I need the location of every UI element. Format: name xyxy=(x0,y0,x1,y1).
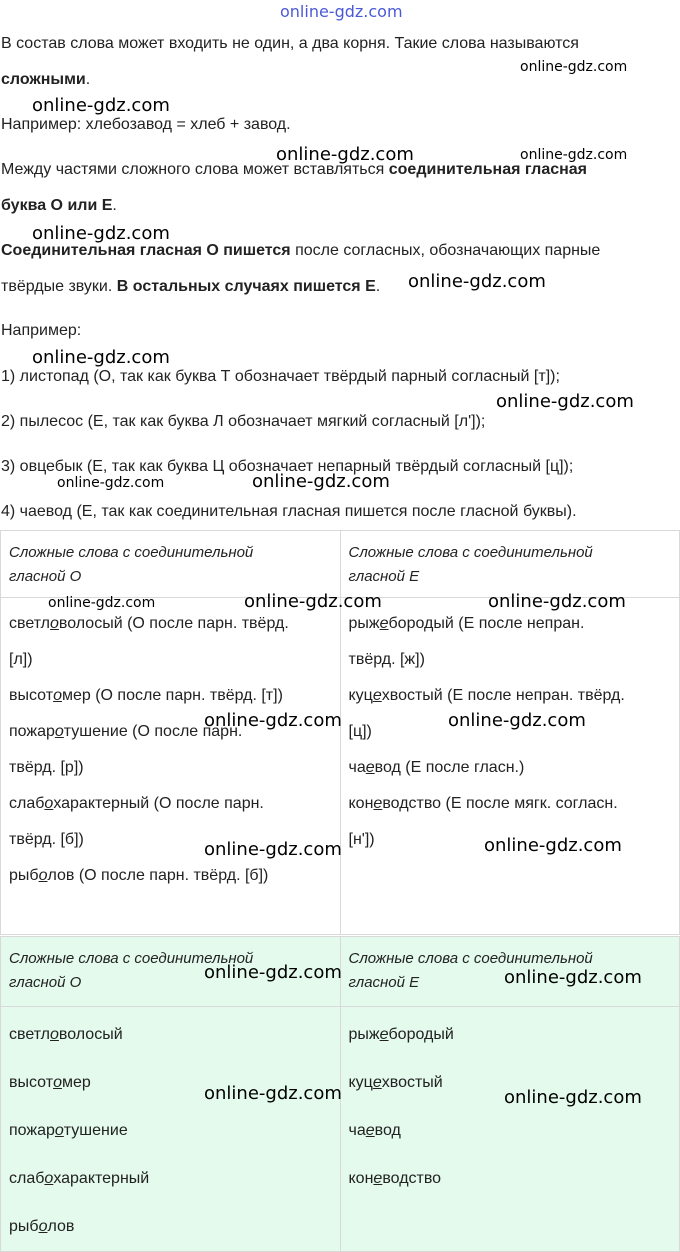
examples-title: Например: xyxy=(1,322,82,339)
watermark: online-gdz.com xyxy=(488,591,626,612)
term-bold: соединительная гласная xyxy=(388,161,588,178)
word-part: волосый xyxy=(58,1026,123,1043)
word-note: твёрд. [р]) xyxy=(9,759,84,776)
punct: . xyxy=(85,71,91,88)
word-part: характерный xyxy=(53,1170,150,1187)
watermark: online-gdz.com xyxy=(204,1083,342,1104)
rule-line xyxy=(1,277,380,297)
col-header-o xyxy=(1,531,341,598)
watermark: online-gdz.com xyxy=(496,391,634,412)
header-line: гласной Е xyxy=(348,974,420,991)
word-part: мер (О после парн. твёрд. [т]) xyxy=(61,687,283,704)
word-entry xyxy=(9,1107,332,1155)
example-item: 4) чаевод (Е, так как соединительная гласная пишется после гласной буквы). xyxy=(1,503,577,520)
word-entry xyxy=(9,1155,332,1203)
watermark: online-gdz.com xyxy=(408,271,546,292)
word-entry xyxy=(9,1203,332,1251)
col-header-e xyxy=(340,531,680,598)
cell-words-o xyxy=(1,1007,341,1252)
word-part: пожар xyxy=(9,723,55,740)
connecting-vowel: о xyxy=(54,1122,64,1139)
connecting-vowel: е xyxy=(365,759,375,776)
text: твёрдые звуки. xyxy=(1,278,117,295)
word-part: кон xyxy=(348,795,374,812)
word-part: тушение (О после парн. xyxy=(63,723,243,740)
word-note: твёрд. [ж]) xyxy=(348,651,425,668)
rule-bold: В остальных случаях пишется Е xyxy=(116,278,376,295)
punct: . xyxy=(375,278,381,295)
connecting-vowel: о xyxy=(53,687,62,704)
word-entry xyxy=(9,606,332,678)
word-part: куц xyxy=(348,1074,373,1091)
header-line: Сложные слова с соединительной xyxy=(348,950,593,967)
watermark: online-gdz.com xyxy=(280,2,403,21)
word-entry xyxy=(349,1107,672,1155)
word-part: вод xyxy=(374,1122,401,1139)
watermark: online-gdz.com xyxy=(504,1087,642,1108)
word-part: куц xyxy=(348,687,373,704)
example-item: 3) овцебык (Е, так как буква Ц обозначает непарный твёрдый согласный [ц]); xyxy=(1,458,574,475)
word-part: рыж xyxy=(348,1026,380,1043)
intro-line: В состав слова может входить не один, а два корня. Такие слова называются xyxy=(1,35,579,52)
intro-line xyxy=(1,70,90,90)
word-part: тушение xyxy=(63,1122,128,1139)
connecting-vowel: о xyxy=(50,1026,59,1043)
word-part: ча xyxy=(348,759,366,776)
header-line: Сложные слова с соединительной xyxy=(348,544,593,561)
connecting-vowel: е xyxy=(379,615,389,632)
header-line: Сложные слова с соединительной xyxy=(9,544,254,561)
connecting-vowel: о xyxy=(38,1218,48,1235)
word-note: твёрд. [б]) xyxy=(9,831,84,848)
watermark: online-gdz.com xyxy=(252,471,390,492)
punct: . xyxy=(112,197,117,214)
header-line: гласной Е xyxy=(348,568,420,585)
word-note: [н']) xyxy=(348,831,375,848)
connecting-vowel: е xyxy=(365,1122,375,1139)
connecting-vowel: е xyxy=(372,1074,382,1091)
word-part: ча xyxy=(348,1122,366,1139)
word-entry xyxy=(349,1155,672,1203)
word-part: лов (О после парн. твёрд. [б]) xyxy=(47,867,269,884)
word-note: [ц]) xyxy=(348,723,372,740)
watermark: online-gdz.com xyxy=(204,962,342,983)
connecting-vowel: е xyxy=(372,687,382,704)
word-part: волосый (О после парн. твёрд. xyxy=(58,615,289,632)
watermark: online-gdz.com xyxy=(32,223,170,244)
cell-words-e xyxy=(340,598,680,935)
watermark: online-gdz.com xyxy=(204,839,342,860)
rule-bold: Соединительная гласная О пишется xyxy=(1,242,291,259)
word-part: бородый xyxy=(388,1026,454,1043)
word-part: пожар xyxy=(9,1122,55,1139)
word-part: высот xyxy=(9,687,54,704)
watermark: online-gdz.com xyxy=(520,59,628,75)
header-line: гласной О xyxy=(9,568,82,585)
connecting-vowel: е xyxy=(379,1026,389,1043)
connecting-vowel: о xyxy=(54,723,64,740)
example-item: 1) листопад (О, так как буква Т обозначает твёрдый парный согласный [т]); xyxy=(1,368,560,385)
watermark: online-gdz.com xyxy=(484,835,622,856)
word-entry xyxy=(349,606,672,678)
word-part: светл xyxy=(9,1026,50,1043)
text: Между частями сложного слова может вставляться xyxy=(1,161,385,178)
watermark: online-gdz.com xyxy=(32,347,170,368)
intro-line xyxy=(1,196,117,216)
word-part: рыж xyxy=(348,615,380,632)
term-bold: сложными xyxy=(1,71,86,88)
connecting-vowel: е xyxy=(373,1170,383,1187)
example-item: 2) пылесос (Е, так как буква Л обозначает мягкий согласный [л']); xyxy=(1,413,486,430)
word-note: [л]) xyxy=(9,651,33,668)
term-bold: буква О или Е xyxy=(1,197,113,214)
header-line: Сложные слова с соединительной xyxy=(9,950,254,967)
word-part: рыб xyxy=(9,1218,39,1235)
word-part: мер xyxy=(61,1074,91,1091)
connecting-vowel: о xyxy=(38,867,48,884)
watermark: online-gdz.com xyxy=(448,710,586,731)
word-entry xyxy=(9,858,332,894)
word-part: слаб xyxy=(9,1170,45,1187)
connecting-vowel: о xyxy=(53,1074,62,1091)
connecting-vowel: о xyxy=(44,1170,54,1187)
word-part: слаб xyxy=(9,795,45,812)
word-part: хвостый xyxy=(381,1074,443,1091)
word-entry xyxy=(349,750,672,786)
watermark: online-gdz.com xyxy=(32,95,170,116)
word-part: рыб xyxy=(9,867,39,884)
header-line: гласной О xyxy=(9,974,82,991)
word-entry xyxy=(349,1011,672,1059)
watermark: online-gdz.com xyxy=(57,475,165,491)
intro-line xyxy=(1,160,587,180)
word-part: высот xyxy=(9,1074,54,1091)
rule-line xyxy=(1,241,600,261)
word-part: светл xyxy=(9,615,50,632)
watermark: online-gdz.com xyxy=(520,147,628,163)
word-part: кон xyxy=(348,1170,374,1187)
connecting-vowel: е xyxy=(373,795,383,812)
connecting-vowel: о xyxy=(44,795,54,812)
word-part: хвостый (Е после непран. твёрд. xyxy=(381,687,625,704)
cell-words-e xyxy=(340,1007,680,1252)
cell-words-o xyxy=(1,598,341,935)
word-part: вод (Е после гласн.) xyxy=(374,759,525,776)
text: после согласных, обозначающих парные xyxy=(290,242,601,259)
word-part: водство xyxy=(382,1170,442,1187)
word-part: бородый (Е после непран. xyxy=(388,615,585,632)
example-line: Например: хлебозавод = хлеб + завод. xyxy=(1,116,291,133)
watermark: online-gdz.com xyxy=(48,595,156,611)
word-part: водство (Е после мягк. согласн. xyxy=(382,795,618,812)
word-entry xyxy=(9,1011,332,1059)
watermark: online-gdz.com xyxy=(204,710,342,731)
watermark: online-gdz.com xyxy=(276,144,414,165)
word-entry xyxy=(9,678,332,714)
word-part: лов xyxy=(47,1218,75,1235)
watermark: online-gdz.com xyxy=(244,591,382,612)
word-part: характерный (О после парн. xyxy=(53,795,264,812)
connecting-vowel: о xyxy=(50,615,59,632)
watermark: online-gdz.com xyxy=(504,967,642,988)
